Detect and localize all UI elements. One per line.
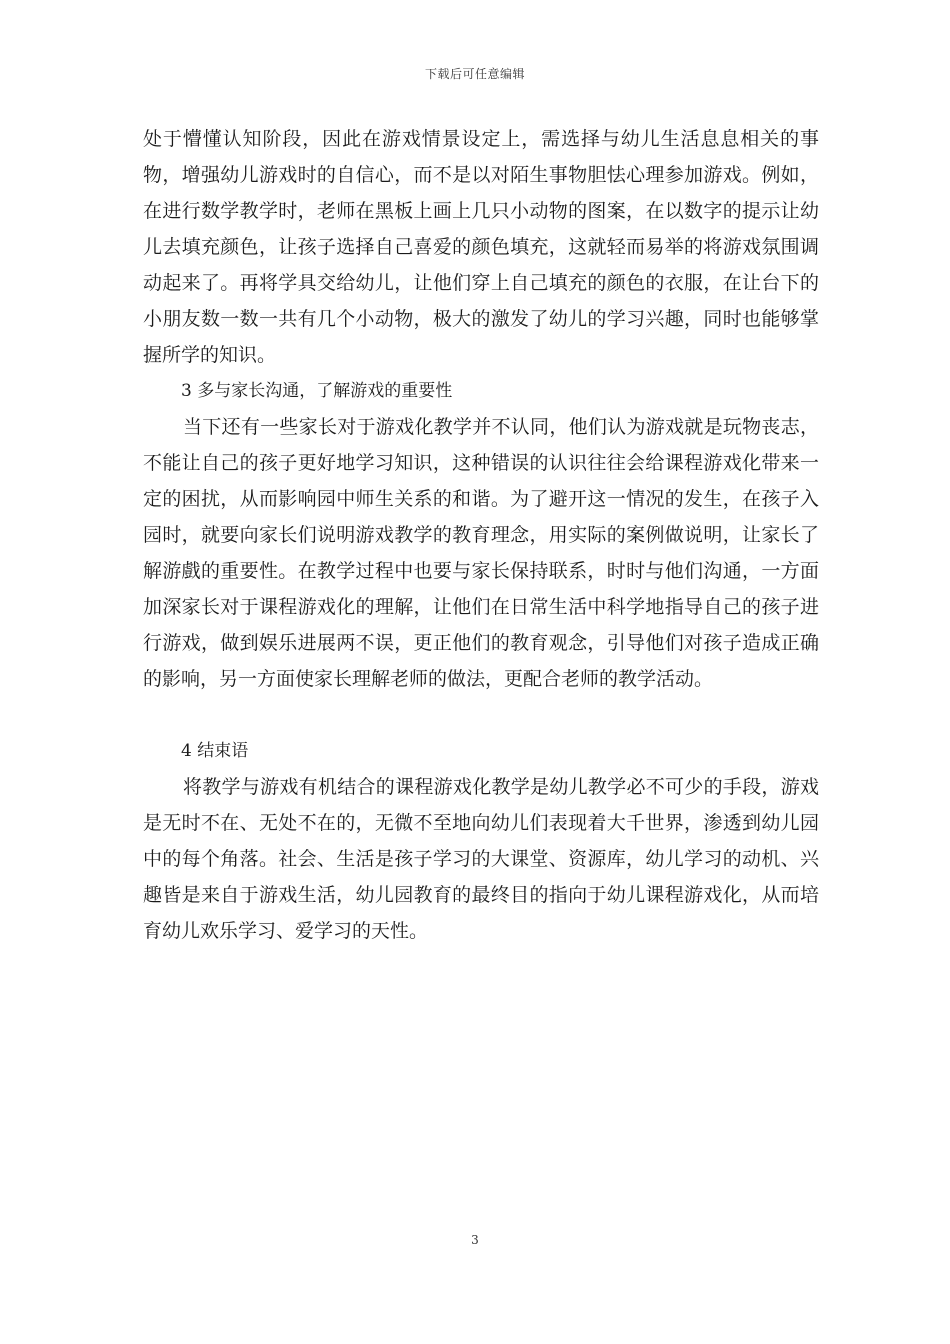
paragraph-continuation: 处于懵懂认知阶段，因此在游戏情景设定上，需选择与幼儿生活息息相关的事物，增强幼儿游戏时的自信心，而不是以对陌生事物胆怯心理参加游戏。例如，在进行数学教学时，老师在黑板上画上几只小动物的图案，在以数字的提示让幼儿去填充颜色，让孩子选择自己喜爱的颜色填充，这就轻而易举的将游戏氛围调动起来了。再将学具交给幼儿，让他们穿上自己填充的颜色的衣服，在让台下的小朋友数一数一共有几个小动物，极大的激发了幼儿的学习兴趣，同时也能够掌握所学的知识。: [143, 128, 819, 366]
section-3-heading: 3 多与家长沟通，了解游戏的重要性: [181, 381, 453, 401]
page-number: 3: [471, 1233, 479, 1247]
header-note: 下载后可任意编辑: [424, 67, 525, 81]
section-3-paragraph: 当下还有一些家长对于游戏化教学并不认同，他们认为游戏就是玩物丧志，不能让自己的孩子更好地学习知识，这种错误的认识往往会给课程游戏化带来一定的困扰，从而影响园中师生关系的和谐。为了避开这一情况的发生，在孩子入园时，就要向家长们说明游戏教学的教育理念，用实际的案例做说明，让家长了解游戲的重要性。在教学过程中也要与家长保持联系，时时与他们沟通，一方面加深家长对于课程游戏化的理解，让他们在日常生活中科学地指导自己的孩子进行游戏，做到娱乐进展两不误，更正他们的教育观念，引导他们对孩子造成正确的影响，另一方面使家长理解老师的做法，更配合老师的教学活动。: [143, 416, 819, 690]
section-4-paragraph: 将教学与游戏有机结合的课程游戏化教学是幼儿教学必不可少的手段，游戏是无时不在、无处不在的，无微不至地向幼儿们表现着大千世界，渗透到幼儿园中的每个角落。社会、生活是孩子学习的大课堂、资源库，幼儿学习的动机、兴趣皆是来自于游戏生活，幼儿园教育的最终目的指向于幼儿课程游戏化，从而培育幼儿欢乐学习、爱学习的天性。: [143, 776, 819, 942]
document-body: [143, 121, 819, 949]
section-4-heading: 4 结束语: [181, 741, 249, 761]
